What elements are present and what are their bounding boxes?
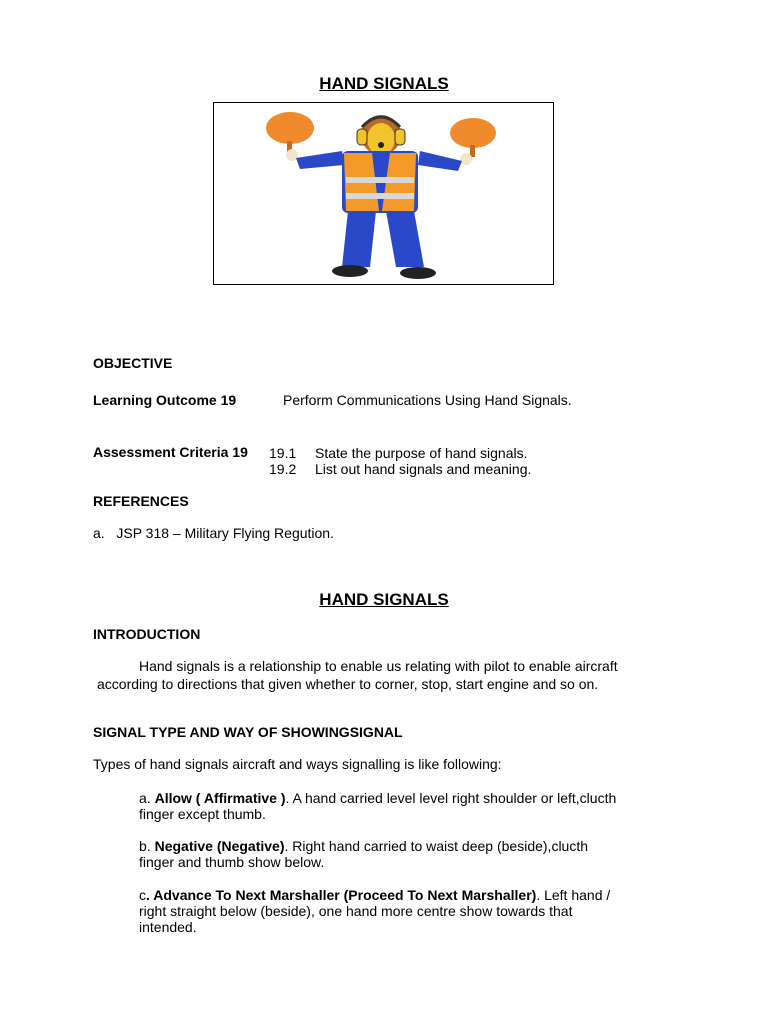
signal-item-affirmative — [139, 790, 639, 822]
signal-name: Negative (Negative) — [154, 838, 285, 854]
criteria-text: List out hand signals and meaning. — [315, 461, 532, 477]
signal-name: . Advance To Next Marshaller (Proceed To Next Marshaller) — [146, 887, 537, 903]
left-paddle-icon — [266, 112, 314, 144]
signal-description: right straight below (beside), one hand more centre show towards that — [139, 903, 573, 919]
reference-marker: a. — [93, 525, 105, 541]
signal-marker: b. — [139, 838, 155, 854]
section-title: HAND SIGNALS — [319, 590, 449, 609]
signal-description: . Right hand carried to waist deep (beside),clucth — [284, 838, 589, 854]
learning-outcome-label: Learning Outcome 19 — [93, 392, 237, 408]
illustration-frame — [213, 102, 554, 285]
objective-heading: OBJECTIVE — [93, 355, 173, 371]
signal-description: intended. — [139, 919, 197, 935]
references-heading: REFERENCES — [93, 493, 189, 509]
intro-paragraph-line: according to directions that given whether to corner, stop, start engine and so on. — [97, 676, 599, 692]
signal-description: finger except thumb. — [139, 806, 266, 822]
signal-type-heading: SIGNAL TYPE AND WAY OF SHOWINGSIGNAL — [93, 724, 403, 740]
learning-outcome-text: Perform Communications Using Hand Signals. — [283, 392, 572, 408]
signal-description: finger and thumb show below. — [139, 854, 325, 870]
signal-item-negative — [139, 838, 639, 870]
marshaller-figure-illustration — [214, 103, 553, 284]
signal-name: Allow ( Affirmative ) — [154, 790, 286, 806]
signal-description: . Left hand / — [536, 887, 611, 903]
right-paddle-icon — [450, 118, 496, 148]
assessment-criteria-label: Assessment Criteria 19 — [93, 444, 248, 460]
criteria-number: 19.2 — [269, 461, 297, 477]
intro-paragraph-line: Hand signals is a relationship to enable us relating with pilot to enable aircraft — [139, 658, 618, 674]
criteria-text: State the purpose of hand signals. — [315, 445, 528, 461]
reference-text: JSP 318 – Military Flying Regution. — [116, 525, 334, 541]
signal-marker: a. — [139, 790, 155, 806]
signal-item-proceed — [139, 887, 639, 935]
signal-marker: c — [139, 887, 146, 903]
introduction-heading: INTRODUCTION — [93, 626, 201, 642]
page-title: HAND SIGNALS — [319, 74, 449, 93]
signal-description: . A hand carried level level right shoulder or left,clucth — [285, 790, 617, 806]
signal-intro-text: Types of hand signals aircraft and ways signalling is like following: — [93, 756, 502, 772]
reference-item — [93, 525, 334, 541]
criteria-number: 19.1 — [269, 445, 297, 461]
